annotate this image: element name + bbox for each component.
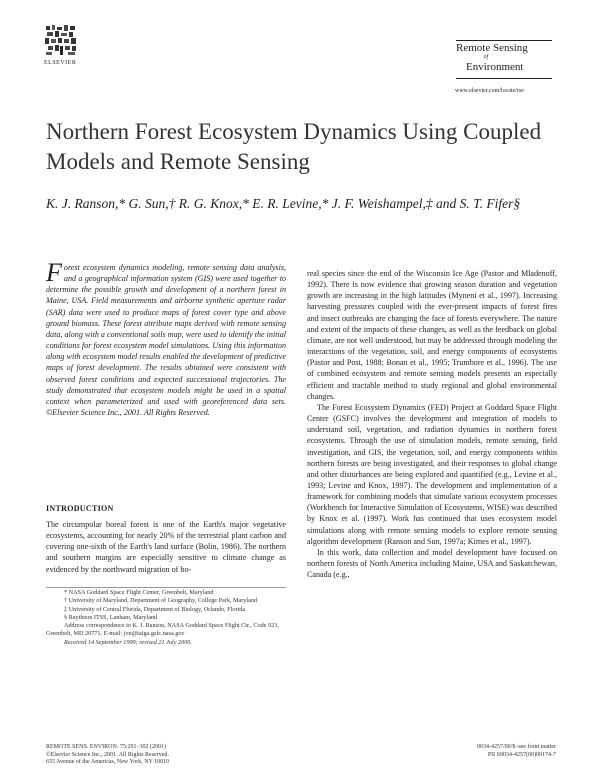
- footer-issn: 0034-4257/00/$–see front matter: [477, 744, 556, 750]
- introduction-heading: INTRODUCTION: [46, 504, 114, 513]
- abstract-drop-cap: F: [46, 258, 62, 287]
- journal-line-1: Remote Sensing: [456, 42, 528, 54]
- elsevier-tree-logo: [44, 24, 78, 56]
- article-title: Northern Forest Ecosystem Dynamics Using Coupled Models and Remote Sensing: [46, 119, 542, 174]
- paragraph-1: real species since the end of the Wisconsin Ice Age (Pastor and Mladenoff, 1992). There is now evidence that growing season duration and vegetation growth are increasing in the high latitudes (Myneni et al., 1997). Increasing harvesting pressures coupled with the ever-present impacts of forest fires and insect outbreaks are changing the face of forests everywhere. The nature and extent of the impacts of these changes, as well as the feedback on global climate, are not well understood, but may be addressed through modeling the interactions of the vegetation, soil, and energy components of ecosystems (Pastor and Post, 1988; Bonan et al., 1995; Trumbore et al., 1996). The use of combined ecosystem and remote sensing models presents an especially efficient and tractable method to study regional and global environmental changes.: [307, 269, 557, 401]
- introduction-text: The circumpolar boreal forest is one of the Earth's major vegetative ecosystems, accounting for nearly 20% of the terrestrial plant carbon and covering one-sixth of the Earth's land surface (Bolin, 1986). The northern and southern margins are especially sensitive to climate change as evidenced by the northward migration of bo-: [46, 520, 286, 574]
- publisher-name: ELSEVIER: [44, 60, 77, 66]
- footnote-affiliation-2: † University of Maryland, Department of Geography, College Park, Maryland: [64, 597, 258, 605]
- author-list: K. J. Ranson,* G. Sun,† R. G. Knox,* E. R. Levine,* J. F. Weishampel,‡ and S. T. Fifer§: [46, 196, 521, 211]
- footnote-affiliation-1: * NASA Goddard Space Flight Center, Greenbelt, Maryland: [64, 589, 214, 596]
- abstract-text: orest ecosystem dynamics modeling, remote sensing data analysis, and a geographical information system (GIS) were used together to determine the possible growth and development of a northern forest in Maine, USA. Field measurements and airborne synthetic aperture radar (SAR) data were used to produce maps of forest cover type and above ground biomass. These forest attribute maps derived with remote sensing data, along with a conventional soils map, were used to identify the initial conditions for forest ecosystem model simulations. Using this information along with ecosystem model results enabled the development of predictive maps of forest development. The results obtained were consistent with observed forest conditions and expected successional trajectories. The study demonstrated that ecosystem models might be used in a spatial context when parameterized and used with georeferenced data sets. ©Elsevier Science Inc., 2001. All Rights Reserved.: [46, 263, 286, 418]
- paragraph-2: The Forest Ecosystem Dynamics (FED) Project at Goddard Space Flight Center (GSFC) involves the development and integration of models to understand soil, vegetation, and radiation dynamics in northern forest ecosystems. Through the use of simulation models, remote sensing, field investigation, and GIS, the vegetation, soil, and energy components within northern forests are being investigated, and their responses to global change and other disturbances are being explored and quantified (e.g., Levine et al., 1993; Levine and Knox, 1997). The development and implementation of a framework for combining models that simulate various ecosystem processes (Workbench for Interactive Simulation of Ecosystems, WISE) was described by Knox et al. (1997). Work has continued that uses ecosystem model simulations along with remote sensing models to explore remote sensing algorithm development (Ranson and Sun, 1997a; Kimes et al., 1997).: [307, 402, 557, 546]
- paragraph-3: In this work, data collection and model development have focused on northern forests of North America including Maine, USA and Saskatchewan, Canada (e.g.,: [307, 547, 557, 580]
- footer-identifiers: [440, 744, 556, 759]
- footer-journal-ref: REMOTE SENS. ENVIRON. 75:291–302 (2001): [46, 744, 166, 750]
- journal-top-rule: [456, 40, 552, 41]
- journal-url: www.elsevier.com/locate/rse: [455, 88, 524, 94]
- journal-line-2: of: [483, 54, 489, 60]
- footer-citation: [46, 744, 169, 767]
- footnote-affiliation-3: ‡ University of Central Florida, Department of Biology, Orlando, Florida: [64, 605, 246, 613]
- footer-address: 655 Avenue of the Americas, New York, NY 10010: [46, 759, 170, 765]
- footer-copyright: ©Elsevier Science Inc., 2001. All Rights Reserved.: [46, 751, 169, 758]
- footnote-correspondence: Address correspondence to K. J. Ranson, NASA Goddard Space Flight Ctr., Code 923, Greenbelt, MD 20771. E-mail: jon@taiga.gsfc.nasa.gov: [46, 622, 279, 638]
- footer-pii: PII S0034-4257(00)00174-7: [487, 751, 556, 758]
- journal-name: [456, 42, 528, 73]
- footnotes: [46, 589, 286, 647]
- right-column: [307, 268, 557, 580]
- footnote-rule: [46, 587, 286, 588]
- footnote-affiliation-4: § Raytheon ITSS, Lanham, Maryland: [64, 613, 158, 621]
- footnote-received-dates: Received 14 September 1999; revised 21 July 2000.: [64, 638, 192, 646]
- abstract: [46, 258, 286, 418]
- journal-line-3: Environment: [466, 61, 524, 73]
- journal-bottom-rule: [456, 78, 552, 79]
